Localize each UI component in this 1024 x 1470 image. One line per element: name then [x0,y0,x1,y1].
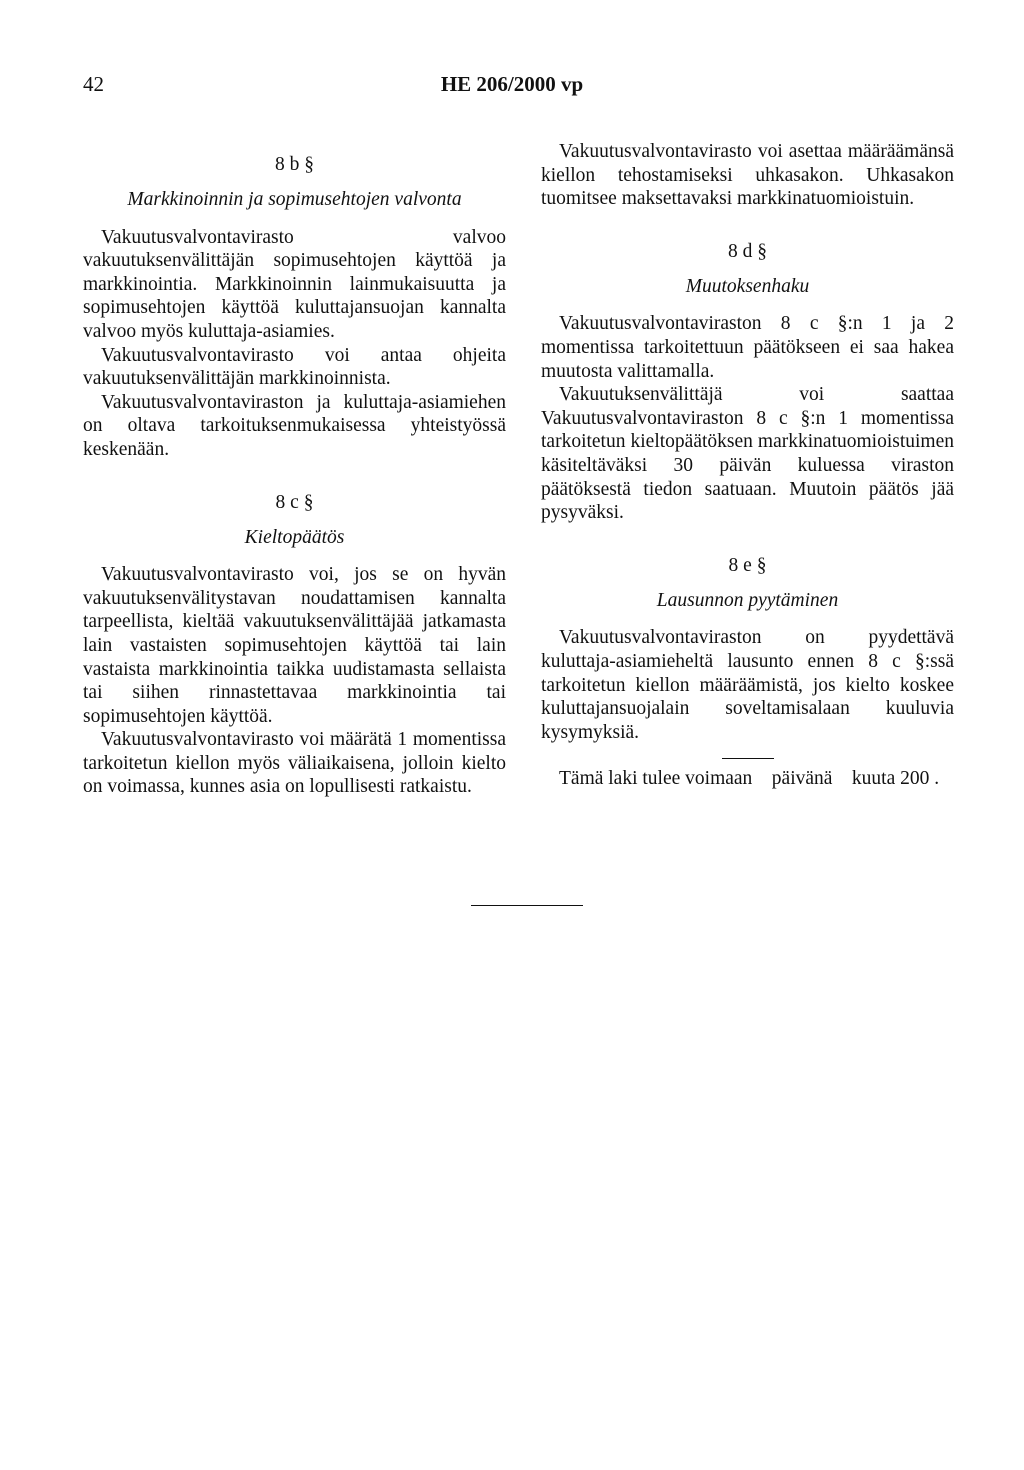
left-column [83,140,506,799]
paragraph-8c-2: Vakuutusvalvontavirasto voi määrätä 1 momentissa tarkoitetun kiellon myös väliaikaisena, jolloin kielto on voimassa, kunnes asia on lopullisesti ratkaistu. [83,729,506,798]
document-id: HE 206/2000 vp [440,72,584,96]
section-divider [722,758,774,759]
section-title-8c: Kieltopäätös [244,526,345,548]
section-title-8e: Lausunnon pyytäminen [656,589,839,611]
paragraph-8d-2: Vakuutuksenvälittäjä voi saattaa Vakuutusvalvontaviraston 8 c §:n 1 momentissa tarkoitetun kieltopäätöksen markkinatuomioistuimen käsiteltäväksi 30 päivän kuluessa viraston päätöksestä tiedon saatuaan. Muutoin päätös jää pysyväksi. [541,384,954,524]
paragraph-8e-1: Vakuutusvalvontaviraston on pyydettävä kuluttaja-asiamieheltä lausunto ennen 8 c §:ssä tarkoitetun kiellon määräämistä, jos kielto koskee kuluttajansuojalain soveltamisalaan kuuluvia kysymyksiä. [541,627,954,743]
section-title-8d: Muutoksenhaku [685,275,810,297]
paragraph-8d-1: Vakuutusvalvontaviraston 8 c §:n 1 ja 2 momentissa tarkoitettuun päätökseen ei saa hakea muutosta valittamalla. [541,313,954,382]
paragraph-8c-1: Vakuutusvalvontavirasto voi, jos se on hyvän vakuutuksenvälitystavan noudattamisen kannalta tarpeellista, kieltää vakuutuksenvälittäjää jatkamasta lain vastaisten sopimusehtojen käyttöä tai lain vastaista markkinointia taikka uudistamasta sellaista tai siihen rinnastettavaa markkinointia tai sopimusehtojen käyttöä. [83,564,506,727]
right-column [541,140,954,791]
paragraph-8c-3: Vakuutusvalvontavirasto voi asettaa määräämänsä kiellon tehostamiseksi uhkasakon. Uhkasakon tuomitsee maksettavaksi markkinatuomioistuin. [541,141,954,210]
closing-clause: Tämä laki tulee voimaan päivänä kuuta 200 . [559,768,940,790]
section-number-8d: 8 d § [728,240,767,262]
section-title-8b: Markkinoinnin ja sopimusehtojen valvonta [127,189,462,210]
section-number-8c: 8 c § [275,491,314,513]
end-rule [471,905,583,906]
page-number: 42 [83,72,104,96]
paragraph-8b-1: Vakuutusvalvontavirasto valvoo vakuutuksenvälittäjän sopimusehtojen käyttöä ja markkinointia. Markkinoinnin lainmukaisuutta ja sopimusehtojen käyttöä kuluttajansuojan kannalta valvoo myös kuluttaja-asiamies. [83,226,506,342]
section-number-8e: 8 e § [728,554,767,576]
paragraph-8b-2: Vakuutusvalvontavirasto voi antaa ohjeita vakuutuksenvälittäjän markkinoinnista. [83,344,506,390]
section-number-8b: 8 b § [275,154,314,175]
paragraph-8b-3: Vakuutusvalvontaviraston ja kuluttaja-asiamiehen on oltava tarkoituksenmukaisessa yhteistyössä keskenään. [83,391,506,460]
